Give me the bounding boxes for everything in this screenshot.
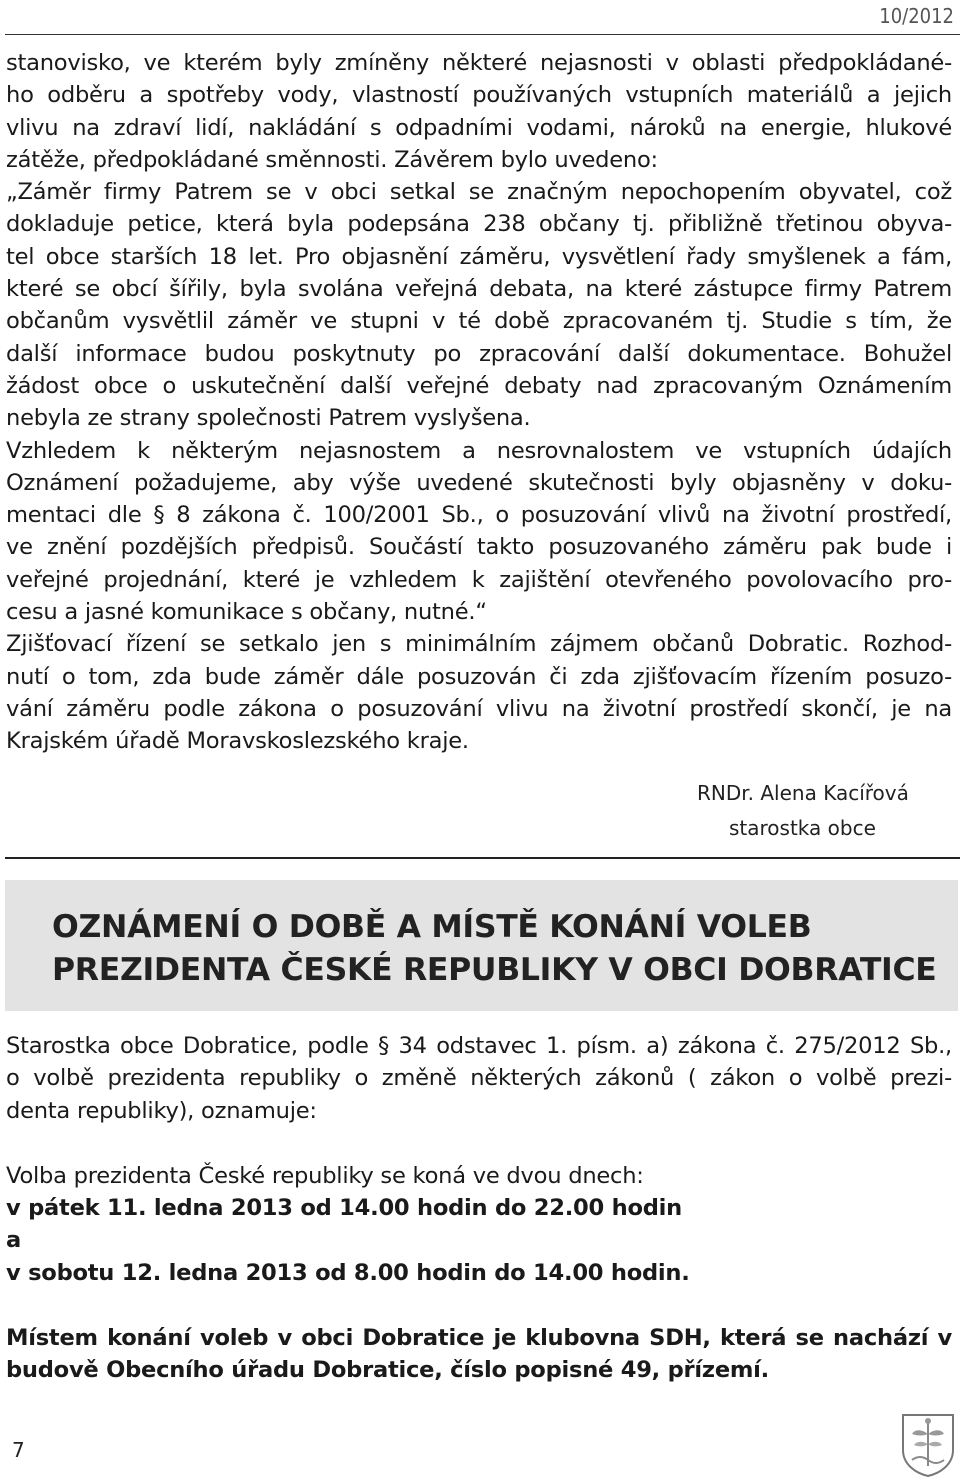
article-line: Vzhledem k některým nejasnostem a nesrovnalostem ve vstupních údajích <box>6 437 952 464</box>
article-line: cesu a jasné komunikace s občany, nutné.“ <box>6 599 487 626</box>
article-line: zátěže, předpokládané směnnosti. Závěrem bylo uvedeno: <box>6 146 658 173</box>
article-line: ve znění pozdějších předpisů. Součástí takto posuzovaného záměru pak bude i <box>6 534 952 561</box>
page-number: 7 <box>12 1438 25 1462</box>
article-line: „Záměr firmy Patrem se v obci setkal se značným nepochopením obyvatel, což <box>6 179 952 206</box>
election-intro: Volba prezidenta České republiky se koná ve dvou dnech: <box>6 1162 644 1189</box>
notice-title-box <box>5 880 958 1011</box>
election-place-line: budově Obecního úřadu Dobratice, číslo popisné 49, přízemí. <box>6 1357 770 1384</box>
signature-name: RNDr. Alena Kacířová <box>697 781 909 805</box>
article-line: ho odběru a spotřeby vody, vlastností používaných vstupních materiálů a jejich <box>6 82 952 109</box>
spacer <box>6 1289 952 1322</box>
notice-title-line: OZNÁMENÍ O DOBĚ A MÍSTĚ KONÁNÍ VOLEB <box>52 909 812 945</box>
spacer <box>6 1127 952 1160</box>
article-line: Oznámení požadujeme, aby výše uvedené skutečnosti byly objasněny v doku- <box>6 469 952 496</box>
municipal-crest-icon <box>900 1412 956 1478</box>
header-rule <box>5 34 960 35</box>
article-body <box>6 47 952 758</box>
article-line: které se obcí šířily, byla svolána veřejná debata, na které zástupce firmy Patrem <box>6 276 952 303</box>
article-line: další informace budou poskytnuty po zpracování další dokumentace. Bohužel <box>6 340 952 367</box>
article-line: stanovisko, ve kterém byly zmíněny některé nejasnosti v oblasti předpokládané- <box>6 50 952 76</box>
election-day-1: v pátek 11. ledna 2013 od 14.00 hodin do 22.00 hodin <box>6 1195 682 1222</box>
notice-title-line: PREZIDENTA ČESKÉ REPUBLIKY V OBCI DOBRATICE <box>52 952 937 988</box>
election-place-line: Místem konání voleb v obci Dobratice je klubovna SDH, která se nachází v <box>6 1325 952 1352</box>
article-line: tel obce starších 18 let. Pro objasnění záměru, vysvětlení řady smyšlenek a fám, <box>6 243 952 270</box>
article-line: žádost obce o uskutečnění další veřejné debaty nad zpracovaným Oznámením <box>6 372 952 399</box>
article-line: nutí o tom, zda bude záměr dále posuzován či zda zjišťovacím řízením posuzo- <box>6 663 952 690</box>
notice-body <box>6 1030 952 1387</box>
notice-title <box>52 906 936 992</box>
section-divider <box>5 857 960 859</box>
notice-intro-line: o volbě prezidenta republiky o změně některých zákonů ( zákon o volbě prezi- <box>6 1065 952 1092</box>
article-line: Zjišťovací řízení se setkalo jen s minimálním zájmem občanů Dobratic. Rozhod- <box>6 631 952 658</box>
signature-role: starostka obce <box>729 816 876 840</box>
election-conjunction: a <box>6 1227 21 1254</box>
article-line: dokladuje petice, která byla podepsána 238 občany tj. přibližně třetinou obyva- <box>6 211 952 238</box>
article-line: mentaci dle § 8 zákona č. 100/2001 Sb., o posuzování vlivů na životní prostředí, <box>6 502 952 529</box>
article-line: občanům vysvětlil záměr ve stupni v té době zpracovaném tj. Studie s tím, že <box>6 308 952 335</box>
article-line: veřejné projednání, které je vzhledem k zajištění otevřeného povolovacího pro- <box>6 566 952 593</box>
notice-intro-line: denta republiky), oznamuje: <box>6 1097 317 1124</box>
article-line: nebyla ze strany společnosti Patrem vyslyšena. <box>6 405 531 432</box>
article-line: vání záměru podle zákona o posuzování vlivu na životní prostředí skončí, je na <box>6 695 952 722</box>
notice-intro-line: Starostka obce Dobratice, podle § 34 odstavec 1. písm. a) zákona č. 275/2012 Sb., <box>6 1033 952 1059</box>
election-day-2: v sobotu 12. ledna 2013 od 8.00 hodin do 14.00 hodin. <box>6 1259 690 1286</box>
article-line: Krajském úřadě Moravskoslezského kraje. <box>6 728 469 755</box>
issue-number: 10/2012 <box>879 4 954 28</box>
article-line: vlivu na zdraví lidí, nakládání s odpadními vodami, nároků na energie, hlukové <box>6 114 952 141</box>
